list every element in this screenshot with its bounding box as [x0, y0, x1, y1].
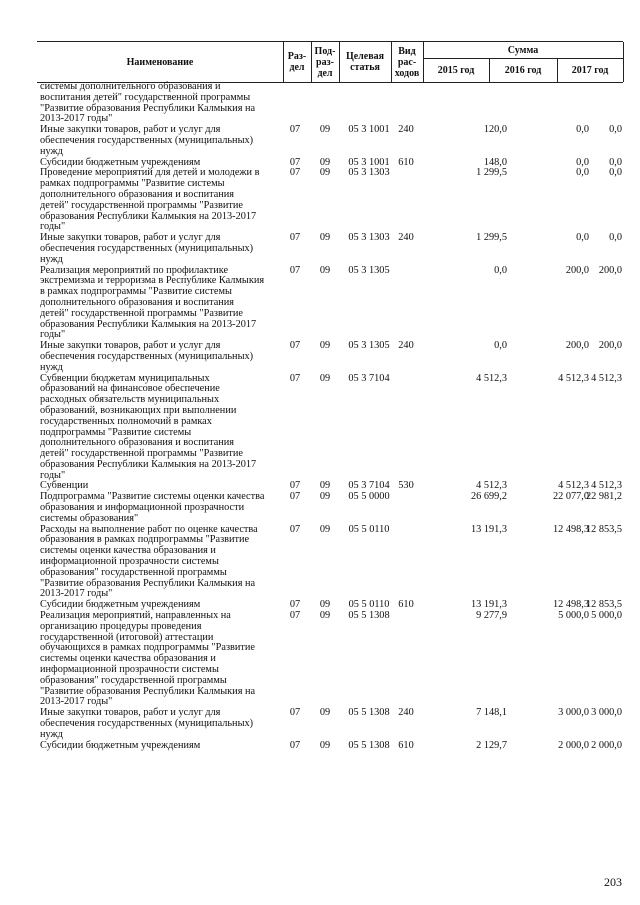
cell-podrazdel: 09 [319, 340, 331, 352]
header-year-2016: 2016 год [504, 64, 542, 76]
cell-csr: 05 5 0110 [348, 523, 390, 535]
cell-razdel: 07 [289, 599, 301, 611]
cell-name: Субсидии бюджетным учреждениям [40, 739, 201, 751]
cell-y2015: 1 299,5 [476, 167, 507, 179]
header-divider [339, 42, 340, 82]
cell-y2015: 2 129,7 [476, 739, 507, 751]
cell-razdel: 07 [289, 480, 301, 492]
header-summa: Сумма [507, 44, 539, 56]
table-row: Субсидии бюджетным учреждениям 07 09 05 3 1001 610 148,0 0,0 0,0 [40, 156, 622, 168]
cell-razdel: 07 [289, 167, 301, 179]
cell-name: Подпрограмма "Развитие системы оценки качества образования и информационной прозрачности системы образования" [40, 491, 265, 524]
cell-y2016: 0,0 [576, 156, 589, 168]
cell-y2016: 0,0 [576, 167, 589, 179]
cell-name: Реализация мероприятий, направленных на организацию процедуры проведения государственной (итоговой) аттестации обучающихся в рамках подпрограммы "Развитие системы оценки качества образования и информационной прозрачности системы образования" государственной программы "Развитие образования Республики Калмыкия на 2013-2017 годы" [40, 610, 256, 708]
header-divider [391, 42, 392, 82]
cell-y2016: 12 498,3 [552, 599, 589, 611]
header-podrazdel: Под- раз- дел [314, 45, 336, 79]
cell-razdel: 07 [289, 739, 301, 751]
header-year-2015: 2015 год [437, 64, 475, 76]
cell-csr: 05 5 1308 [348, 610, 390, 622]
cell-podrazdel: 09 [319, 372, 331, 384]
cell-podrazdel: 09 [319, 167, 331, 179]
cell-csr: 05 5 0000 [348, 491, 390, 503]
header-divider [623, 42, 624, 82]
cell-vr: 240 [398, 232, 414, 244]
cell-csr: 05 3 1305 [348, 340, 390, 352]
cell-y2015: 9 277,9 [476, 610, 507, 622]
cell-csr: 05 5 1308 [348, 739, 390, 751]
cell-podrazdel: 09 [319, 523, 331, 535]
cell-csr: 05 3 1303 [348, 232, 390, 244]
table-row: Реализация мероприятий по профилактике экстремизма и терроризма в Республике Калмыкия в рамках подпрограммы "Развитие системы дополнительного образования и воспитания детей" государственной программы "Развитие образования Республики Калмыкия на 2013-2017 годы" 07 09 05 3 1305 0,0 200,0 200,0 [40, 264, 622, 341]
header-divider [283, 42, 284, 82]
cell-podrazdel: 09 [319, 491, 331, 503]
header-name: Наименование [126, 56, 194, 68]
header-razdel: Раз- дел [287, 51, 307, 73]
cell-name: Иные закупки товаров, работ и услуг для обеспечения государственных (муниципальных) нужд [40, 124, 254, 157]
table-row [37, 82, 623, 125]
header-divider [557, 58, 558, 82]
cell-y2015: 13 191,3 [470, 523, 507, 535]
cell-y2015: 0,0 [494, 340, 507, 352]
cell-name: Иные закупки товаров, работ и услуг для обеспечения государственных (муниципальных) нужд [40, 232, 254, 265]
cell-podrazdel: 09 [319, 599, 331, 611]
table-row: Субвенции 07 09 05 3 7104 530 4 512,3 4 512,3 4 512,3 [40, 480, 622, 492]
cell-y2016: 200,0 [565, 340, 589, 352]
cell-name: Иные закупки товаров, работ и услуг для обеспечения государственных (муниципальных) нужд [40, 707, 254, 740]
cell-vr: 610 [398, 156, 414, 168]
cell-csr: 05 3 1305 [348, 264, 390, 276]
cell-name: Субсидии бюджетным учреждениям [40, 156, 201, 168]
table-row: Субвенции бюджетам муниципальных образований на финансовое обеспечение расходных обязательств муниципальных образований, возникающих при выполнении государственных полномочий в рамках подпрограммы "Развитие системы дополнительного образования и воспитания детей" государственной программы "Развитие образования Республики Калмыкия на 2013-2017 годы" 07 09 05 3 7104 4 512,3 4 512,3 4 512,3 [40, 372, 622, 481]
cell-name: Субвенции [40, 480, 89, 492]
cell-name: Расходы на выполнение работ по оценке качества образования в рамках подпрограммы "Развитие системы оценки качества образования и информационной прозрачности системы образования" государственной программы "Развитие образования Республики Калмыкия на 2013-2017 годы" [40, 523, 258, 600]
cell-y2016: 4 512,3 [558, 372, 589, 384]
cell-name: системы дополнительного образования и воспитания детей" государственной программы "Развитие образования Республики Калмыкия на 2013-2017 годы" [40, 81, 256, 125]
cell-y2016: 2 000,0 [558, 739, 589, 751]
cell-csr: 05 5 1308 [348, 707, 390, 719]
cell-podrazdel: 09 [319, 232, 331, 244]
cell-y2016: 0,0 [576, 232, 589, 244]
cell-vr: 530 [398, 480, 414, 492]
cell-y2016: 5 000,0 [558, 610, 589, 622]
cell-razdel: 07 [289, 124, 301, 136]
cell-razdel: 07 [289, 156, 301, 168]
cell-y2015: 0,0 [494, 264, 507, 276]
cell-razdel: 07 [289, 264, 301, 276]
cell-razdel: 07 [289, 372, 301, 384]
cell-y2016: 4 512,3 [558, 480, 589, 492]
cell-y2016: 22 077,0 [552, 491, 589, 503]
cell-razdel: 07 [289, 491, 301, 503]
cell-vr: 240 [398, 124, 414, 136]
cell-name: Реализация мероприятий по профилактике экстремизма и терроризма в Республике Калмыкия в рамках подпрограммы "Развитие системы дополнительного образования и воспитания детей" государственной программы "Развитие образования Республики Калмыкия на 2013-2017 годы" [40, 264, 265, 341]
cell-name: Иные закупки товаров, работ и услуг для обеспечения государственных (муниципальных) нужд [40, 340, 254, 373]
cell-razdel: 07 [289, 707, 301, 719]
header-divider [311, 42, 312, 82]
cell-razdel: 07 [289, 610, 301, 622]
cell-y2016: 0,0 [576, 124, 589, 136]
cell-y2015: 26 699,2 [470, 491, 507, 503]
table-row: Иные закупки товаров, работ и услуг для обеспечения государственных (муниципальных) нужд 07 09 05 3 1001 240 120,0 0,0 0,0 [40, 124, 622, 157]
header-divider [489, 58, 490, 82]
budget-table-body [37, 82, 623, 751]
cell-vr: 240 [398, 340, 414, 352]
page-number: 203 [604, 875, 622, 889]
cell-y2015: 148,0 [483, 156, 507, 168]
table-row: Субсидии бюджетным учреждениям 07 09 05 5 0110 610 13 191,3 12 498,3 12 853,5 [40, 599, 622, 611]
cell-podrazdel: 09 [319, 480, 331, 492]
header-csr: Целевая статья [345, 51, 385, 73]
cell-y2015: 4 512,3 [476, 372, 507, 384]
table-row: Подпрограмма "Развитие системы оценки качества образования и информационной прозрачности системы образования" 07 09 05 5 0000 26 699,2 22 077,0 22 981,2 [40, 491, 622, 524]
cell-podrazdel: 09 [319, 264, 331, 276]
cell-razdel: 07 [289, 523, 301, 535]
cell-podrazdel: 09 [319, 707, 331, 719]
cell-csr: 05 3 1001 [348, 124, 390, 136]
cell-csr: 05 5 0110 [348, 599, 390, 611]
cell-name: Проведение мероприятий для детей и молодежи в рамках подпрограммы "Развитие системы дополнительного образования и воспитания детей" государственной программы "Развитие образования Республики Калмыкия на 2013-2017 годы" [40, 167, 260, 233]
cell-podrazdel: 09 [319, 739, 331, 751]
cell-podrazdel: 09 [319, 610, 331, 622]
cell-y2016: 12 498,3 [552, 523, 589, 535]
cell-csr: 05 3 1303 [348, 167, 390, 179]
cell-podrazdel: 09 [319, 156, 331, 168]
cell-csr: 05 3 1001 [348, 156, 390, 168]
table-row: Субсидии бюджетным учреждениям 07 09 05 5 1308 610 2 129,7 2 000,0 2 000,0 [40, 739, 622, 751]
cell-y2015: 13 191,3 [470, 599, 507, 611]
header-divider [423, 58, 623, 59]
cell-y2016: 3 000,0 [558, 707, 589, 719]
table-row: Проведение мероприятий для детей и молодежи в рамках подпрограммы "Развитие системы дополнительного образования и воспитания детей" государственной программы "Развитие образования Республики Калмыкия на 2013-2017 годы" 07 09 05 3 1303 1 299,5 0,0 0,0 [40, 167, 622, 233]
cell-y2016: 200,0 [565, 264, 589, 276]
cell-y2015: 1 299,5 [476, 232, 507, 244]
header-vr: Вид рас- ходов [394, 45, 420, 79]
header-year-2017: 2017 год [571, 64, 609, 76]
cell-vr: 610 [398, 739, 414, 751]
cell-name: Субвенции бюджетам муниципальных образований на финансовое обеспечение расходных обязательств муниципальных образований, возникающих при выполнении государственных полномочий в рамках подпрограммы "Развитие системы дополнительного образования и воспитания детей" государственной программы "Развитие образования Республики Калмыкия на 2013-2017 годы" [40, 372, 257, 481]
table-row: Расходы на выполнение работ по оценке качества образования в рамках подпрограммы "Развитие системы оценки качества образования и информационной прозрачности системы образования" государственной программы "Развитие образования Республики Калмыкия на 2013-2017 годы" 07 09 05 5 0110 13 191,3 12 498,3 12 853,5 [40, 523, 622, 600]
table-row: Иные закупки товаров, работ и услуг для обеспечения государственных (муниципальных) нужд 07 09 05 3 1305 240 0,0 200,0 200,0 [40, 340, 622, 373]
cell-podrazdel: 09 [319, 124, 331, 136]
cell-vr: 240 [398, 707, 414, 719]
cell-razdel: 07 [289, 232, 301, 244]
cell-y2015: 120,0 [483, 124, 507, 136]
cell-csr: 05 3 7104 [348, 480, 390, 492]
header-divider [423, 42, 424, 82]
cell-vr: 610 [398, 599, 414, 611]
cell-razdel: 07 [289, 340, 301, 352]
table-row: Иные закупки товаров, работ и услуг для обеспечения государственных (муниципальных) нужд 07 09 05 5 1308 240 7 148,1 3 000,0 3 000,0 [40, 707, 622, 740]
cell-y2015: 4 512,3 [476, 480, 507, 492]
cell-name: Субсидии бюджетным учреждениям [40, 599, 201, 611]
cell-y2015: 7 148,1 [476, 707, 507, 719]
table-row: Реализация мероприятий, направленных на организацию процедуры проведения государственной (итоговой) аттестации обучающихся в рамках подпрограммы "Развитие системы оценки качества образования и информационной прозрачности системы образования" государственной программы "Развитие образования Республики Калмыкия на 2013-2017 годы" 07 09 05 5 1308 9 277,9 5 000,0 5 000,0 [40, 610, 622, 708]
table-header [37, 41, 623, 83]
table-row: Иные закупки товаров, работ и услуг для обеспечения государственных (муниципальных) нужд 07 09 05 3 1303 240 1 299,5 0,0 0,0 [40, 232, 622, 265]
cell-csr: 05 3 7104 [348, 372, 390, 384]
